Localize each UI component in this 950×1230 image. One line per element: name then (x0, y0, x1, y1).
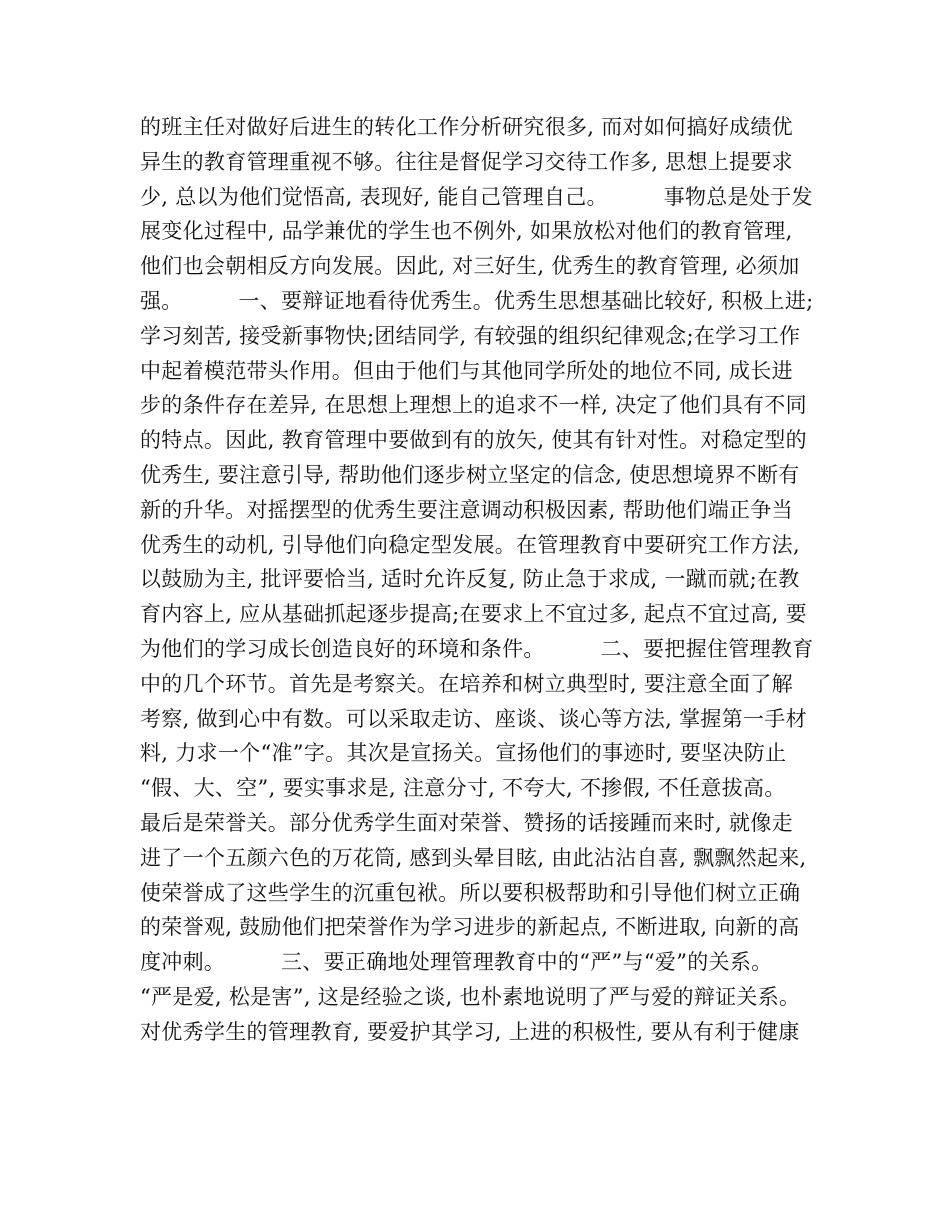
text-line: 的班主任对做好后进生的转化工作分析研究很多, 而对如何搞好成绩优 (140, 115, 793, 139)
text-line: 学习刻苦, 接受新事物快;团结同学, 有较强的组织纪律观念;在学习工作 (140, 323, 801, 348)
text-line: 优秀生的动机, 引导他们向稳定型发展。在管理教育中要研究工作方法, (140, 532, 800, 557)
text-line: “严是爱, 松是害”, 这是经验之谈, 也朴素地说明了严与爱的辩证关系。 (140, 984, 801, 1009)
text-line: 异生的教育管理重视不够。往往是督促学习交待工作多, 思想上提要求 (140, 149, 793, 174)
text-line: 考察, 做到心中有数。可以采取走访、座谈、谈心等方法, 掌握第一手材 (140, 706, 807, 731)
text-line: 新的升华。对摇摆型的优秀生要注意调动积极因素, 帮助他们端正争当 (140, 497, 793, 522)
text-line: 料, 力求一个“准”字。其次是宣扬关。宣扬他们的事迹时, 要坚决防止 (140, 741, 787, 766)
text-line: 以鼓励为主, 批评要恰当, 适时允许反复, 防止急于求成, 一蹴而就;在教 (140, 567, 800, 592)
text-line: 最后是荣誉关。部分优秀学生面对荣誉、赞扬的话接踵而来时, 就像走 (140, 810, 793, 835)
text-line: 度冲刺。 三、要正确地处理管理教育中的“严”与“爱”的关系。 (140, 950, 773, 975)
text-line: 育内容上, 应从基础抓起逐步提高;在要求上不宜过多, 起点不宜过高, 要 (140, 602, 807, 627)
body-text (140, 110, 840, 1050)
text-line: 对优秀学生的管理教育, 要爱护其学习, 上进的积极性, 要从有利于健康 (140, 1019, 800, 1044)
text-line: 进了一个五颜六色的万花筒, 感到头晕目眩, 由此沾沾自喜, 飘飘然起来, (140, 845, 807, 870)
text-line: 的荣誉观, 鼓励他们把荣誉作为学习进步的新起点, 不断进取, 向新的高 (140, 915, 800, 940)
text-line: 少, 总以为他们觉悟高, 表现好, 能自己管理自己。 事物总是处于发 (140, 184, 813, 209)
text-line: 使荣誉成了这些学生的沉重包袱。所以要积极帮助和引导他们树立正确 (140, 880, 801, 905)
text-line: 他们也会朝相反方向发展。因此, 对三好生, 优秀生的教育管理, 必须加 (140, 254, 800, 279)
text-line: “假、大、空”, 要实事求是, 注意分寸, 不夸大, 不掺假, 不任意拔高。 (140, 776, 786, 801)
text-line: 展变化过程中, 品学兼优的学生也不例外, 如果放松对他们的教育管理, (140, 219, 793, 244)
text-line: 中起着模范带头作用。但由于他们与其他同学所处的地位不同, 成长进 (140, 358, 793, 383)
text-line: 优秀生, 要注意引导, 帮助他们逐步树立坚定的信念, 使思想境界不断有 (140, 462, 800, 487)
text-line: 步的条件存在差异, 在思想上理想上的追求不一样, 决定了他们具有不同 (140, 393, 807, 418)
text-line: 强。 一、要辩证地看待优秀生。优秀生思想基础比较好, 积极上进; (140, 288, 814, 313)
text-line: 中的几个环节。首先是考察关。在培养和树立典型时, 要注意全面了解 (140, 671, 793, 696)
text-line: 的特点。因此, 教育管理中要做到有的放矢, 使其有针对性。对稳定型的 (140, 428, 807, 453)
text-line: 为他们的学习成长创造良好的环境和条件。 二、要把握住管理教育 (140, 636, 814, 661)
